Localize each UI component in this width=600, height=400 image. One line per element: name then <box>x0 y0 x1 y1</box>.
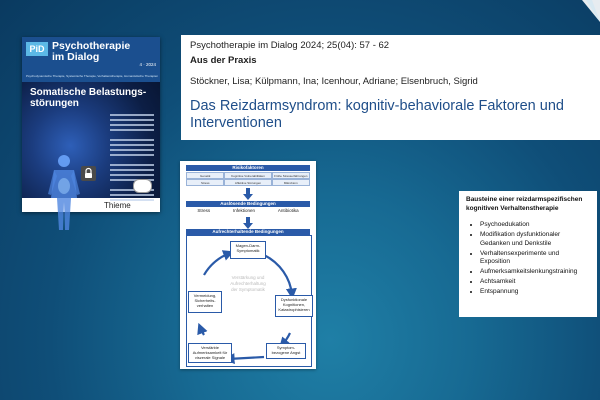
node-symptoms: Magen-Darm- Symptomatik <box>230 241 266 259</box>
cover-strapline: Psychodynamische Therapie, Systemische Therapie, Verhaltenstherapie, Humanistische Therapien <box>26 74 159 78</box>
list-item: • Modifikation dysfunktionaler Gedanken und Denkstile <box>480 231 596 248</box>
citation-card <box>181 35 600 140</box>
publisher-logo: Thieme <box>104 201 131 210</box>
risk-factors-grid <box>186 172 310 186</box>
therapy-building-blocks <box>459 191 597 317</box>
risk-cell: Mikrobiom <box>272 179 310 186</box>
risk-cell: Frühe Stresserfahrungen <box>272 172 310 179</box>
node-anxiety: Symptom- bezogene Angst <box>266 343 306 359</box>
article-title[interactable]: Das Reizdarmsyndrom: kognitiv-behaviorale Faktoren und Interventionen <box>190 98 564 131</box>
list-item: • Achtsamkeit <box>480 278 596 287</box>
blocks-title: Bausteine einer reizdarmspezifischen kognitiven Verhaltenstherapie <box>466 196 583 212</box>
journal-cover[interactable] <box>22 37 160 212</box>
citation-journal: Psychotherapie im Dialog 2024; 25(04): 57 - 62 <box>190 40 390 51</box>
risk-cell: Kognitive Vulnerabilitäten <box>224 172 271 179</box>
trigger-header: Auslösende Bedingungen <box>186 201 310 207</box>
trigger-list <box>186 208 310 213</box>
cover-header <box>22 37 160 82</box>
lock-icon[interactable] <box>80 166 97 181</box>
cover-issue: 4 · 2024 <box>139 62 156 67</box>
citation-section: Aus der Praxis <box>190 55 257 66</box>
list-item: • Verhaltensexperimente und Exposition <box>480 250 596 267</box>
down-arrow-icon <box>242 217 254 229</box>
citation-authors: Stöckner, Lisa; Külpmann, Ina; Icenhour, Adriane; Elsenbruch, Sigrid <box>190 76 478 87</box>
blocks-list <box>466 221 596 298</box>
down-arrow-icon <box>242 188 254 200</box>
node-attention: Verstärkte Aufmerksamkeit für viszerale Signale <box>188 343 232 363</box>
list-item: • Psychoedukation <box>480 221 596 230</box>
cover-badge <box>133 179 152 193</box>
list-item: • Aufmerksamkeitslenkungstraining <box>480 268 596 277</box>
cycle-center-label: Verstärkung und Aufrechterhaltung der Symptomatik <box>230 275 266 292</box>
human-figure-illustration <box>44 152 84 232</box>
cover-journal-title: Psychotherapie im Dialog <box>52 40 131 63</box>
trigger-item: Infektionen <box>232 208 256 213</box>
risk-cell: Affektive Störungen <box>224 179 271 186</box>
pid-logo: PiD <box>26 42 48 56</box>
risk-cell: Genetik <box>186 172 224 179</box>
trigger-item: Stress <box>197 208 211 213</box>
cover-headline: Somatische Belastungs- störungen <box>30 87 147 109</box>
corner-decoration <box>572 0 600 22</box>
risk-cell: Stress <box>186 179 224 186</box>
risk-factors-header: Risikofaktoren <box>186 165 310 171</box>
trigger-item: Antibiotika <box>277 208 299 213</box>
node-cognitions: Dysfunktionale Kognitionen, Katastrophisieren <box>275 295 313 317</box>
ibs-model-diagram <box>180 161 316 369</box>
maintaining-header: Aufrechterhaltende Bedingungen <box>186 229 310 235</box>
node-avoidance: Vermeidung, Sicherheits- verhalten <box>188 291 222 313</box>
list-item: • Entspannung <box>480 288 596 297</box>
cover-image <box>22 82 160 198</box>
